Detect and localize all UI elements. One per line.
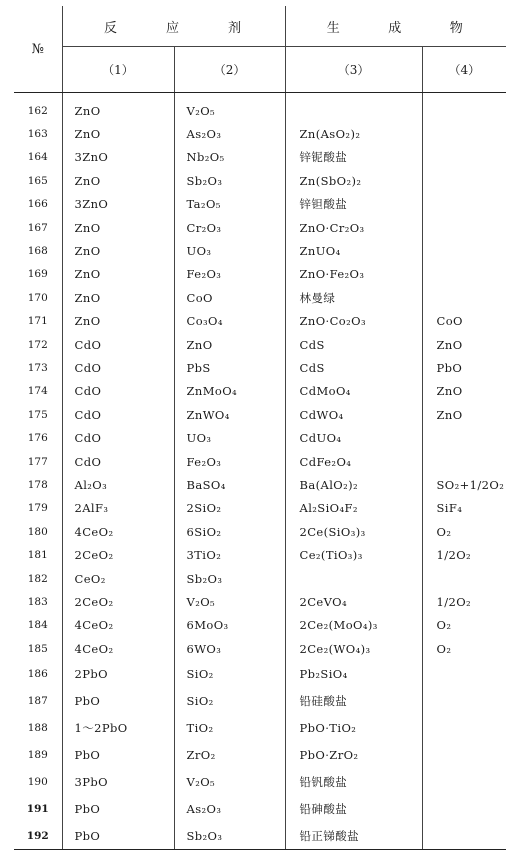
product-4 — [422, 263, 506, 286]
reactant-1: ZnO — [62, 216, 174, 239]
reactant-1: 2CeO₂ — [62, 543, 174, 566]
group-header-products-char: 生 — [326, 20, 342, 36]
reactant-1: 4CeO₂ — [62, 614, 174, 637]
table-row — [14, 356, 506, 379]
row-number: 176 — [14, 426, 62, 449]
product-3: 锌铌酸盐 — [285, 146, 422, 169]
product-4 — [422, 146, 506, 169]
reactant-1: ZnO — [62, 122, 174, 145]
product-3: CdS — [285, 356, 422, 379]
reactant-2: Sb₂O₃ — [174, 567, 285, 590]
product-4: 1/2O₂ — [436, 548, 472, 563]
table-row — [14, 169, 506, 192]
reactant-2: CoO — [174, 286, 285, 309]
reactant-1: 2PbO — [62, 660, 174, 687]
product-3: 铅砷酸盐 — [285, 795, 422, 822]
product-3: CdMoO₄ — [285, 380, 422, 403]
reactant-1: 2CeO₂ — [62, 590, 174, 613]
reactant-2: 6WO₃ — [174, 637, 285, 660]
reactant-2: Ta₂O₅ — [174, 193, 285, 216]
row-number: 186 — [14, 660, 62, 687]
product-3: CdWO₄ — [285, 403, 422, 426]
table-body — [14, 93, 506, 850]
reactant-1: PbO — [62, 822, 174, 850]
reactant-2: ZnMoO₄ — [174, 380, 285, 403]
reactant-2: SiO₂ — [174, 687, 285, 714]
group-header-reactants-char: 反 — [103, 20, 119, 36]
product-3: 林曼绿 — [285, 286, 422, 309]
table-row — [14, 216, 506, 239]
reactant-2: 3TiO₂ — [174, 543, 285, 566]
table-row — [14, 93, 506, 123]
row-number: 170 — [14, 286, 62, 309]
row-number: 181 — [14, 543, 62, 566]
reactant-2: 2SiO₂ — [174, 497, 285, 520]
product-3: Zn(SbO₂)₂ — [285, 169, 422, 192]
reactant-1: CdO — [62, 403, 174, 426]
reactant-1: 3ZnO — [62, 146, 174, 169]
product-4: SO₂+1/2O₂ — [436, 477, 505, 492]
table-row — [14, 403, 506, 426]
reactant-2: Sb₂O₃ — [174, 822, 285, 850]
product-3: PbO·ZrO₂ — [285, 741, 422, 768]
reactant-1: CdO — [62, 426, 174, 449]
row-number: 192 — [14, 822, 62, 850]
product-3: CdUO₄ — [285, 426, 422, 449]
reactant-1: Al₂O₃ — [62, 473, 174, 496]
reactant-2: V₂O₅ — [174, 590, 285, 613]
reactant-1: CdO — [62, 333, 174, 356]
table-row — [14, 122, 506, 145]
table-row — [14, 310, 506, 333]
reactant-2: ZnO — [174, 333, 285, 356]
table-row — [14, 239, 506, 262]
column-header-3: （3） — [285, 47, 422, 93]
row-number: 180 — [14, 520, 62, 543]
reactant-2: Sb₂O₃ — [174, 169, 285, 192]
product-4 — [422, 169, 506, 192]
table-row — [14, 333, 506, 356]
table-row — [14, 450, 506, 473]
row-number: 179 — [14, 497, 62, 520]
group-header-reactants-char: 剂 — [227, 20, 243, 36]
reactant-2: UO₃ — [174, 239, 285, 262]
row-number: 187 — [14, 687, 62, 714]
reactant-2: ZrO₂ — [174, 741, 285, 768]
table-row — [14, 822, 506, 850]
column-header-2: （2） — [174, 47, 285, 93]
row-number: 184 — [14, 614, 62, 637]
product-4 — [422, 122, 506, 145]
row-number: 190 — [14, 768, 62, 795]
row-number: 185 — [14, 637, 62, 660]
table-row — [14, 637, 506, 660]
product-3: CdFe₂O₄ — [285, 450, 422, 473]
group-header-reactants — [62, 6, 285, 47]
product-4 — [422, 286, 506, 309]
reactant-2: UO₃ — [174, 426, 285, 449]
product-3: 2Ce₂(MoO₄)₃ — [285, 614, 422, 637]
group-header-products — [285, 6, 506, 47]
group-header-products-char: 物 — [449, 20, 465, 36]
product-4 — [422, 768, 506, 795]
reactant-1: 2AlF₃ — [62, 497, 174, 520]
reactant-1: PbO — [62, 795, 174, 822]
group-header-products-char: 成 — [388, 20, 404, 36]
product-4 — [422, 714, 506, 741]
group-header-reactants-char: 应 — [165, 20, 181, 36]
reactant-1: 4CeO₂ — [62, 520, 174, 543]
table-row — [14, 795, 506, 822]
product-3: PbO·TiO₂ — [285, 714, 422, 741]
table-row — [14, 660, 506, 687]
row-number: 167 — [14, 216, 62, 239]
reactant-2: 6SiO₂ — [174, 520, 285, 543]
reactant-1: ZnO — [62, 310, 174, 333]
table-row — [14, 590, 506, 613]
reactant-2: Fe₂O₃ — [174, 450, 285, 473]
table-row — [14, 768, 506, 795]
table-row — [14, 497, 506, 520]
product-3: 2Ce₂(WO₄)₃ — [285, 637, 422, 660]
column-header-number: № — [14, 6, 62, 93]
product-3: 2CeVO₄ — [285, 590, 422, 613]
table-row — [14, 380, 506, 403]
table-row — [14, 741, 506, 768]
table-row — [14, 193, 506, 216]
product-4: PbO — [436, 360, 463, 375]
product-3: 铅钒酸盐 — [285, 768, 422, 795]
product-4 — [422, 450, 506, 473]
column-header-1: （1） — [62, 47, 174, 93]
table-row — [14, 473, 506, 496]
reactant-1: 4CeO₂ — [62, 637, 174, 660]
reactant-1: ZnO — [62, 263, 174, 286]
product-4 — [422, 93, 506, 123]
header-row-groups — [14, 6, 506, 47]
row-number: 182 — [14, 567, 62, 590]
product-3 — [285, 567, 422, 590]
product-4 — [422, 822, 506, 850]
product-3: ZnO·Co₂O₃ — [285, 310, 422, 333]
row-number: 165 — [14, 169, 62, 192]
reactant-2: V₂O₅ — [174, 768, 285, 795]
product-4: O₂ — [436, 641, 452, 656]
reactant-1: PbO — [62, 687, 174, 714]
product-3: Al₂SiO₄F₂ — [285, 497, 422, 520]
reaction-table — [14, 6, 506, 850]
product-3: Ce₂(TiO₃)₃ — [285, 543, 422, 566]
product-4: CoO — [436, 314, 463, 329]
reactant-2: Nb₂O₅ — [174, 146, 285, 169]
reactant-1: ZnO — [62, 93, 174, 123]
reactant-2: Cr₂O₃ — [174, 216, 285, 239]
product-4 — [422, 741, 506, 768]
reactant-2: TiO₂ — [174, 714, 285, 741]
product-3: ZnO·Fe₂O₃ — [285, 263, 422, 286]
row-number: 189 — [14, 741, 62, 768]
reactant-1: PbO — [62, 741, 174, 768]
reactant-1: ZnO — [62, 169, 174, 192]
row-number: 171 — [14, 310, 62, 333]
product-3: CdS — [285, 333, 422, 356]
product-3: Pb₂SiO₄ — [285, 660, 422, 687]
reactant-2: V₂O₅ — [174, 93, 285, 123]
row-number: 174 — [14, 380, 62, 403]
product-3: 铅正锑酸盐 — [285, 822, 422, 850]
product-4 — [422, 687, 506, 714]
table-row — [14, 426, 506, 449]
reactant-1: 3ZnO — [62, 193, 174, 216]
row-number: 178 — [14, 473, 62, 496]
product-3 — [285, 93, 422, 123]
row-number: 173 — [14, 356, 62, 379]
reactant-1: CdO — [62, 380, 174, 403]
reactant-2: Fe₂O₃ — [174, 263, 285, 286]
reactant-1: CdO — [62, 450, 174, 473]
reactant-1: CdO — [62, 356, 174, 379]
table-row — [14, 614, 506, 637]
reactant-2: As₂O₃ — [174, 795, 285, 822]
table-row — [14, 567, 506, 590]
product-4: ZnO — [436, 384, 463, 399]
product-4 — [422, 660, 506, 687]
table-row — [14, 687, 506, 714]
product-4: O₂ — [436, 618, 452, 633]
product-4: 1/2O₂ — [436, 594, 472, 609]
product-4 — [422, 567, 506, 590]
reactant-2: PbS — [174, 356, 285, 379]
table-row — [14, 520, 506, 543]
table-row — [14, 146, 506, 169]
reactant-2: BaSO₄ — [174, 473, 285, 496]
row-number: 164 — [14, 146, 62, 169]
row-number: 169 — [14, 263, 62, 286]
product-3: Zn(AsO₂)₂ — [285, 122, 422, 145]
table-row — [14, 263, 506, 286]
reactant-1: ZnO — [62, 286, 174, 309]
row-number: 177 — [14, 450, 62, 473]
product-3: 2Ce(SiO₃)₃ — [285, 520, 422, 543]
product-3: 铅硅酸盐 — [285, 687, 422, 714]
product-3: ZnUO₄ — [285, 239, 422, 262]
row-number: 162 — [14, 93, 62, 123]
product-3: ZnO·Cr₂O₃ — [285, 216, 422, 239]
product-4 — [422, 239, 506, 262]
product-4: ZnO — [436, 337, 463, 352]
row-number: 163 — [14, 122, 62, 145]
column-header-4: （4） — [422, 47, 506, 93]
reactant-2: SiO₂ — [174, 660, 285, 687]
product-4 — [422, 216, 506, 239]
row-number: 191 — [14, 795, 62, 822]
row-number: 175 — [14, 403, 62, 426]
reactant-2: 6MoO₃ — [174, 614, 285, 637]
product-4: SiF₄ — [436, 501, 463, 516]
product-4 — [422, 193, 506, 216]
row-number: 168 — [14, 239, 62, 262]
reactant-1: CeO₂ — [62, 567, 174, 590]
header-row-columns — [14, 47, 506, 93]
product-4: O₂ — [436, 524, 452, 539]
reactant-2: As₂O₃ — [174, 122, 285, 145]
reactant-1: 1～2PbO — [62, 714, 174, 741]
reactant-1: 3PbO — [62, 768, 174, 795]
row-number: 172 — [14, 333, 62, 356]
table-row — [14, 543, 506, 566]
row-number: 183 — [14, 590, 62, 613]
product-3: 锌钽酸盐 — [285, 193, 422, 216]
table-row — [14, 286, 506, 309]
reactant-2: ZnWO₄ — [174, 403, 285, 426]
product-4: ZnO — [436, 407, 463, 422]
product-3: Ba(AlO₂)₂ — [285, 473, 422, 496]
row-number: 166 — [14, 193, 62, 216]
row-number: 188 — [14, 714, 62, 741]
reactant-2: Co₃O₄ — [174, 310, 285, 333]
reactant-1: ZnO — [62, 239, 174, 262]
table-row — [14, 714, 506, 741]
product-4 — [422, 795, 506, 822]
product-4 — [422, 426, 506, 449]
